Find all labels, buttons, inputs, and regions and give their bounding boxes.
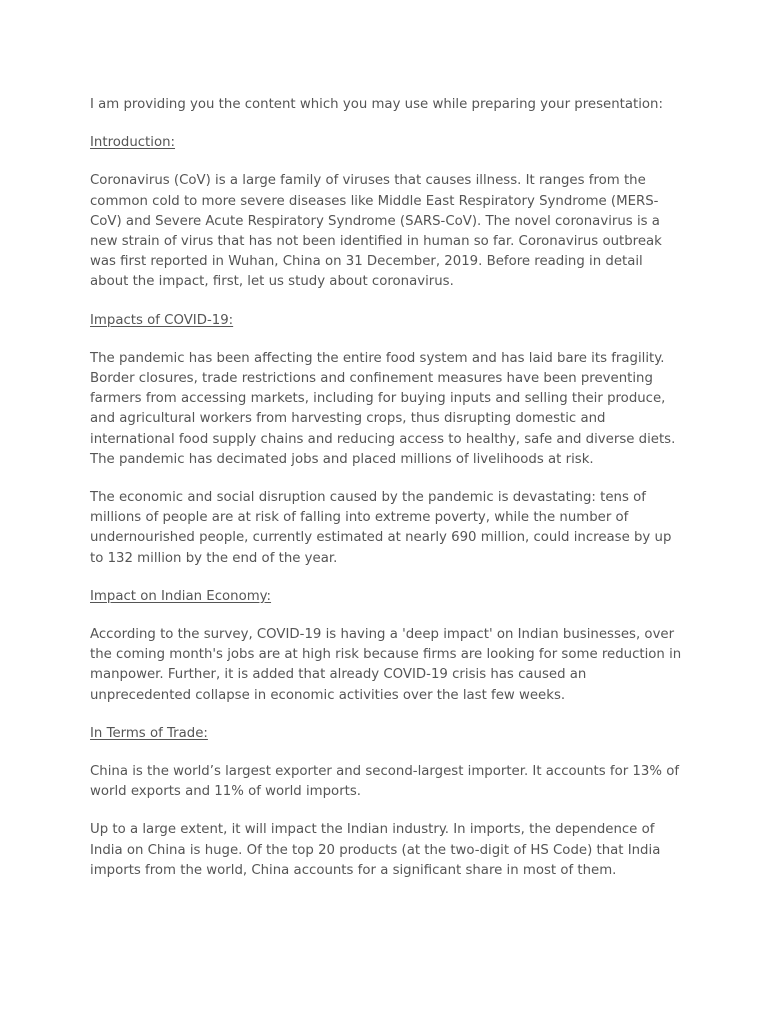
paragraph-impacts-food-system: The pandemic has been affecting the entire food system and has laid bare its fragility. Border closures, trade restrictions and confinement measures have been preventing farmers from accessing markets, including for buying inputs and selling their produce, and agricultural workers from harvesting crops, thus disrupting domestic and international food supply chains and reducing access to healthy, safe and diverse diets. The pandemic has decimated jobs and placed millions of livelihoods at risk. xyxy=(90,350,676,467)
intro-line: I am providing you the content which you may use while preparing your presentation: xyxy=(90,97,663,112)
heading-trade: In Terms of Trade: xyxy=(90,725,208,741)
heading-indian-economy: Impact on Indian Economy: xyxy=(90,588,272,604)
document-page xyxy=(90,95,682,899)
paragraph-indian-economy: According to the survey, COVID-19 is having a 'deep impact' on Indian businesses, over the coming month's jobs are at high risk because firms are looking for some reduction in manpower. Further, it is added that already COVID-19 crisis has caused an unprecedented collapse in economic activities over the last few weeks. xyxy=(90,627,682,703)
heading-impacts: Impacts of COVID-19: xyxy=(90,312,234,328)
paragraph-introduction: Coronavirus (CoV) is a large family of viruses that causes illness. It ranges from the common cold to more severe diseases like Middle East Respiratory Syndrome (MERS-CoV) and Severe Acute Respiratory Syndrome (SARS-CoV). The novel coronavirus is a new strain of virus that has not been identified in human so far. Coronavirus outbreak was first reported in Wuhan, China on 31 December, 2019. Before reading in detail about the impact, first, let us study about coronavirus. xyxy=(90,173,662,290)
paragraph-trade-china: China is the world’s largest exporter and second-largest importer. It accounts for 13% of world exports and 11% of world imports. xyxy=(90,764,680,800)
heading-introduction: Introduction: xyxy=(90,135,176,151)
paragraph-impacts-economic-social: The economic and social disruption caused by the pandemic is devastating: tens of millions of people are at risk of falling into extreme poverty, while the number of undernourished people, currently estimated at nearly 690 million, could increase by up to 132 million by the end of the year. xyxy=(90,490,672,566)
paragraph-trade-india-imports: Up to a large extent, it will impact the Indian industry. In imports, the dependence of India on China is huge. Of the top 20 products (at the two-digit of HS Code) that India imports from the world, China accounts for a significant share in most of them. xyxy=(90,822,661,878)
